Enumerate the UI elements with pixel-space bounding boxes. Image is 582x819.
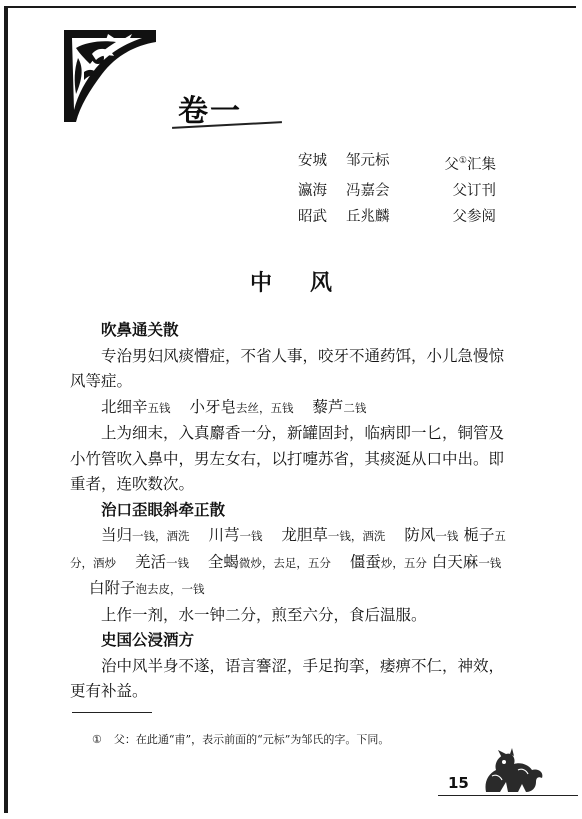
- herb-name: 白天麻: [431, 552, 479, 571]
- herb-note: 五钱: [147, 400, 171, 415]
- credit-role-text: 父: [444, 156, 459, 173]
- herb-name: 栀子: [463, 526, 495, 544]
- credit-place: 瀛海: [298, 182, 327, 199]
- footnote-text: 父：在此通“甫”，表示前面的“元标”为邹氏的字。下同。: [113, 733, 390, 746]
- page-left-border: [4, 6, 8, 813]
- credit-role: [426, 148, 496, 178]
- footnote-mark: ①: [92, 733, 102, 746]
- herb-list: [70, 395, 510, 422]
- footnote-reference[interactable]: ①: [458, 156, 467, 166]
- footnote: [92, 731, 389, 747]
- herb-note: 五分，酒炒: [70, 529, 506, 570]
- credit-role: 父参阅: [452, 208, 496, 225]
- credit-row: [298, 178, 496, 204]
- chapter-title: 卷一: [178, 94, 242, 129]
- recipe-method: 上为细末，入真麝香一分，新罐固封，临病即一匕，铜管及小竹管吹入鼻中，男左女右，以打嚏苏省，其痰涎从口中出。即重者，连吹数次。: [70, 424, 505, 493]
- herb-note: 去丝，五钱: [235, 400, 294, 415]
- herb-name: 川芎: [208, 526, 240, 544]
- credit-role: 父订刊: [452, 182, 496, 199]
- herb-name: 防风: [404, 526, 436, 544]
- herb-list: [70, 523, 510, 603]
- herb-note: 一钱: [478, 555, 502, 570]
- recipe-title: 史国公浸酒方: [101, 631, 195, 649]
- herb-name: 当归: [101, 526, 133, 544]
- herb-note: 泡去皮，一钱: [135, 582, 205, 596]
- main-content: [70, 318, 510, 705]
- herb-name: 全蝎: [207, 552, 239, 571]
- page-number: 15: [448, 774, 469, 792]
- herb-name: 龙胆草: [281, 526, 328, 544]
- recipe-title: 吹鼻通关散: [101, 321, 179, 339]
- herb-note: 一钱: [165, 555, 189, 570]
- footnote-divider: [72, 712, 152, 713]
- herb-name: 藜芦: [312, 397, 344, 416]
- herb-name: 小牙皂: [189, 397, 236, 416]
- herb-note: 微炒，去足，五分: [238, 555, 331, 570]
- herb-note: 一钱，酒洗: [327, 529, 386, 543]
- credit-name: 丘兆麟: [346, 208, 390, 225]
- recipe-title: 治口歪眼斜牵正散: [101, 500, 226, 519]
- herb-note: 一钱，酒洗: [132, 529, 190, 543]
- qilin-beast-ornament-icon: [478, 748, 548, 798]
- page-top-border: [8, 6, 576, 8]
- herb-note: 二钱: [343, 400, 367, 415]
- herb-name: 羌活: [134, 552, 166, 571]
- credit-name: 冯嘉会: [346, 182, 390, 199]
- section-heading: 中风: [249, 271, 370, 296]
- credit-row: [298, 148, 496, 178]
- recipe-indication: 专治男妇风痰懵症，不省人事，咬牙不通药饵，小儿急慢惊风等症。: [70, 346, 505, 390]
- recipe-indication: 治中风半身不遂，语言謇涩，手足拘挛，痿痹不仁，神效，更有补益。: [70, 656, 505, 700]
- herb-name: 北细辛: [101, 397, 148, 416]
- credit-place: 安城: [298, 153, 327, 169]
- herb-note: 一钱: [239, 529, 263, 543]
- herb-note: 炒，五分: [380, 555, 427, 570]
- herb-name: 白附子: [88, 579, 136, 597]
- bat-corner-ornament-icon: [62, 28, 158, 124]
- herb-note: 一钱: [435, 529, 459, 543]
- credits-block: [298, 148, 496, 230]
- credit-row: [298, 204, 496, 230]
- credit-name: 邹元标: [346, 153, 390, 169]
- recipe-method: 上作一剂，水一钟二分，煎至六分，食后温服。: [101, 605, 427, 624]
- credit-role-rest: 汇集: [467, 156, 496, 173]
- herb-name: 僵蚕: [349, 552, 381, 571]
- credit-place: 昭武: [298, 208, 327, 225]
